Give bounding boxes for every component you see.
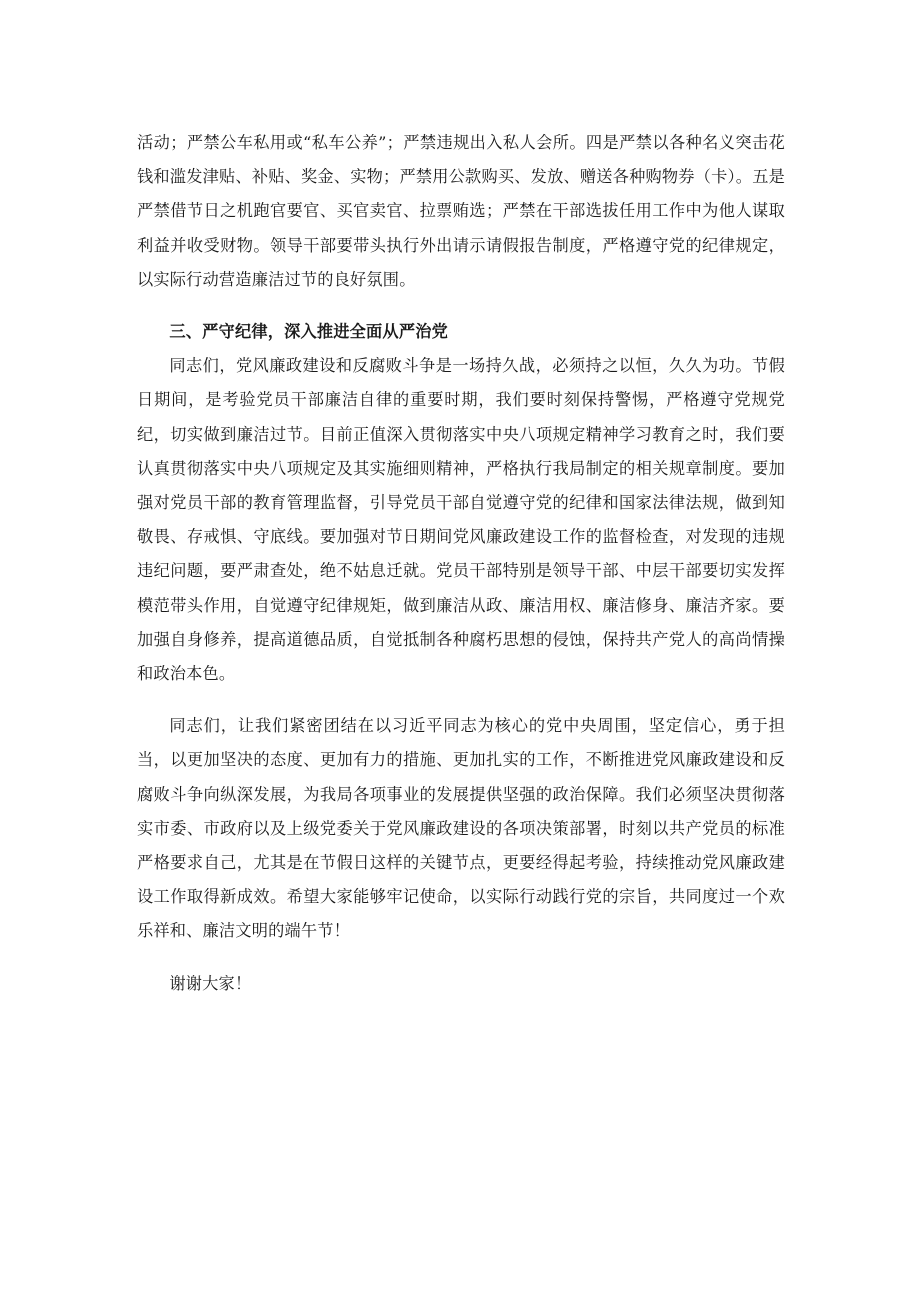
paragraph-continuation: 活动；严禁公车私用或“私车公养”；严禁违规出入私人会所。四是严禁以各种名义突击花钱和滥发津贴、补贴、奖金、实物；严禁用公款购买、发放、赠送各种购物券（卡）。五是严禁借节日之机跑官要官、买官卖官、拉票贿选；严禁在干部选拔任用工作中为他人谋取利益并收受财物。领导干部要带头执行外出请示请假报告制度，严格遵守党的纪律规定，以实际行动营造廉洁过节的良好氛围。: [137, 133, 785, 289]
paragraph-closing: 同志们，让我们紧密团结在以习近平同志为核心的党中央周围，坚定信心，勇于担当，以更加坚决的态度、更加有力的措施、更加扎实的工作，不断推进党风廉政建设和反腐败斗争向纵深发展，为我局各项事业的发展提供坚强的政治保障。我们必须坚决贯彻落实市委、市政府以及上级党委关于党风廉政建设的各项决策部署，时刻以共产党员的标准严格要求自己，尤其是在节假日这样的关键节点，更要经得起考验，持续推动党风廉政建设工作取得新成效。希望大家能够牢记使命，以实际行动践行党的宗旨，共同度过一个欢乐祥和、廉洁文明的端午节！: [137, 716, 785, 941]
paragraph-thanks: 谢谢大家！: [169, 973, 252, 993]
paragraph-section-three-body: 同志们，党风廉政建设和反腐败斗争是一场持久战，必须持之以恒，久久为功。节假日期间，是考验党员干部廉洁自律的重要时期，我们要时刻保持警惕，严格遵守党规党纪，切实做到廉洁过节。目前正值深入贯彻落实中央八项规定精神学习教育之时，我们要认真贯彻落实中央八项规定及其实施细则精神，严格执行我局制定的相关规章制度。要加强对党员干部的教育管理监督，引导党员干部自觉遵守党的纪律和国家法律法规，做到知敬畏、存戒惧、守底线。要加强对节日期间党风廉政建设工作的监督检查，对发现的违规违纪问题，要严肃查处，绝不姑息迁就。党员干部特别是领导干部、中层干部要切实发挥模范带头作用，自觉遵守纪律规矩，做到廉洁从政、廉洁用权、廉洁修身、廉洁齐家。要加强自身修养，提高道德品质，自觉抵制各种腐朽思想的侵蚀，保持共产党人的高尚情操和政治本色。: [137, 356, 785, 684]
section-heading-three: 三、严守纪律，深入推进全面从严治党: [169, 322, 448, 342]
document-page: [137, 126, 785, 1001]
